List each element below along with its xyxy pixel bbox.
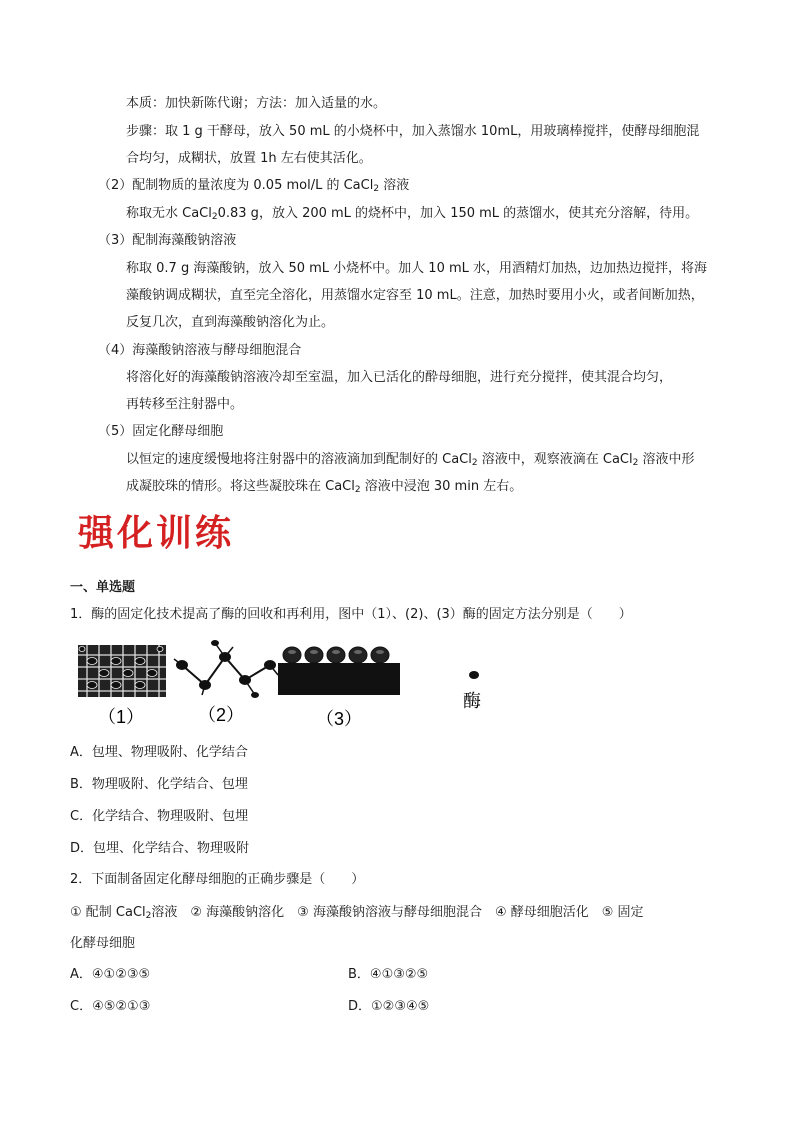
q2-option-c: C．④⑤②①③	[70, 999, 151, 1014]
q2-option-b: B．④①③②⑤	[348, 967, 429, 982]
step5-line2: 成凝胶珠的情形。将这些凝胶珠在 CaCl$_2$ 溶液中浸泡 30 min 左右。	[126, 479, 523, 495]
step2-body: 称取无水 CaCl$_2$0.83 g，放入 200 mL 的烧杯中，加入 150 mL 的蒸馏水，使其充分溶解，待用。	[126, 206, 699, 222]
step1-line2: 合均匀，成糊状，放置 1h 左右使其活化。	[126, 151, 372, 166]
q2-items-line1: ① 配制 CaCl$_2$溶液 ② 海藻酸钠溶化 ③ 海藻酸钠溶液与酵母细胞混合 ④ 酵母细胞活化 ⑤ 固定	[70, 905, 644, 921]
q1-stem: 1．酶的固定化技术提高了酶的回收和再利用，图中（1）、(2)、(3）酶的固定方法分别是（ ）	[70, 607, 632, 622]
step5-line1: 以恒定的速度缓慢地将注射器中的溶液滴加到配制好的 CaCl$_2$ 溶液中，观察液滴在 CaCl$_2$ 溶液中形	[126, 452, 695, 468]
step4-line2: 再转移至注射器中。	[126, 397, 244, 412]
step5-heading: （5）固定化酵母细胞	[98, 424, 224, 439]
q1-option-a: A．包埋、物理吸附、化学结合	[70, 745, 248, 760]
q2-option-a: A．④①②③⑤	[70, 967, 151, 982]
step3-line2: 藻酸钠调成糊状，直至完全溶化，用蒸馏水定容至 10 mL。注意，加热时要用小火，或者间断加热，	[126, 288, 704, 303]
step3-heading: （3）配制海藻酸钠溶液	[98, 233, 237, 248]
essence-line: 本质：加快新陈代谢；方法：加入适量的水。	[126, 96, 387, 111]
q2-stem: 2．下面制备固定化酵母细胞的正确步骤是（ ）	[70, 872, 365, 887]
subsection-heading: 一、单选题	[70, 580, 136, 595]
immobilization-figure	[70, 635, 490, 735]
q2-items-line2: 化酵母细胞	[70, 936, 136, 951]
figure-label-2: （2）	[198, 705, 245, 725]
step1-line1: 步骤：取 1 g 干酵母，放入 50 mL 的小烧杯中，加入蒸馏水 10mL，用玻璃棒搅拌，使酵母细胞混	[126, 124, 700, 139]
q1-option-c: C．化学结合、物理吸附、包埋	[70, 809, 249, 824]
q1-option-d: D．包埋、化学结合、物理吸附	[70, 841, 250, 856]
step4-line1: 将溶化好的海藻酸钠溶液冷却至室温，加入已活化的酔母细胞，进行充分搅拌，使其混合均匀，	[126, 370, 673, 385]
step3-line1: 称取 0.7 g 海藻酸钠，放入 50 mL 小烧杯中。加人 10 mL 水，用酒精灯加热，边加热边搅拌，将海	[126, 261, 708, 276]
figure-embedding	[78, 645, 166, 697]
q1-option-b: B．物理吸附、化学结合、包埋	[70, 777, 248, 792]
figure-crosslink	[174, 640, 278, 698]
figure-adsorption	[278, 647, 400, 695]
step2-heading: （2）配制物质的量浓度为 0.05 mol/L 的 CaCl$_2$ 溶液	[98, 178, 410, 194]
step4-heading: （4）海藻酸钠溶液与酵母细胞混合	[98, 343, 302, 358]
section-title: 强化训练	[78, 512, 235, 554]
enzyme-legend-icon	[469, 671, 479, 679]
figure-label-3: （3）	[316, 709, 363, 729]
enzyme-legend-label: 酶	[463, 691, 481, 711]
q2-option-d: D．①②③④⑤	[348, 999, 430, 1014]
figure-label-1: （1）	[98, 707, 145, 727]
step3-line3: 反复几次，直到海藻酸钠溶化为止。	[126, 315, 335, 330]
